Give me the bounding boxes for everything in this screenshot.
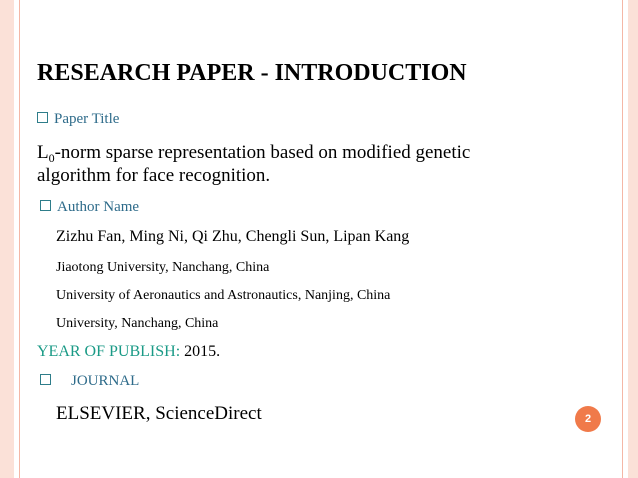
right-border-decoration <box>628 0 638 478</box>
author-label-row <box>40 198 139 216</box>
author-label: Author Name <box>57 199 140 215</box>
journal-value: ELSEVIER, ScienceDirect <box>56 403 262 424</box>
paper-title-label-row <box>37 110 119 128</box>
slide-title: RESEARCH PAPER - INTRODUCTION <box>37 60 467 86</box>
year-value: 2015. <box>184 343 221 360</box>
page-number-badge: 2 <box>575 406 601 432</box>
checkbox-bullet-icon <box>40 200 51 211</box>
journal-label: JOURNAL <box>71 373 140 389</box>
paper-title-line-2: algorithm for face recognition. <box>37 165 271 186</box>
right-border-line <box>622 0 623 478</box>
year-row <box>37 343 220 361</box>
affiliation-3: University, Nanchang, China <box>56 316 219 331</box>
journal-label-row <box>40 372 139 390</box>
left-border-line <box>19 0 20 478</box>
paper-title-line-1: $L_0$-norm sparse representation based on modified genetic <box>37 142 471 165</box>
authors: Zizhu Fan, Ming Ni, Qi Zhu, Chengli Sun, Lipan Kang <box>56 228 410 245</box>
checkbox-bullet-icon <box>40 374 51 385</box>
year-label: YEAR OF PUBLISH: <box>37 343 181 360</box>
left-border-decoration <box>0 0 14 478</box>
affiliation-2: University of Aeronautics and Astronautics, Nanjing, China <box>56 288 391 303</box>
checkbox-bullet-icon <box>37 112 48 123</box>
affiliation-1: Jiaotong University, Nanchang, China <box>56 260 270 275</box>
paper-title-label: Paper Title <box>54 111 120 127</box>
